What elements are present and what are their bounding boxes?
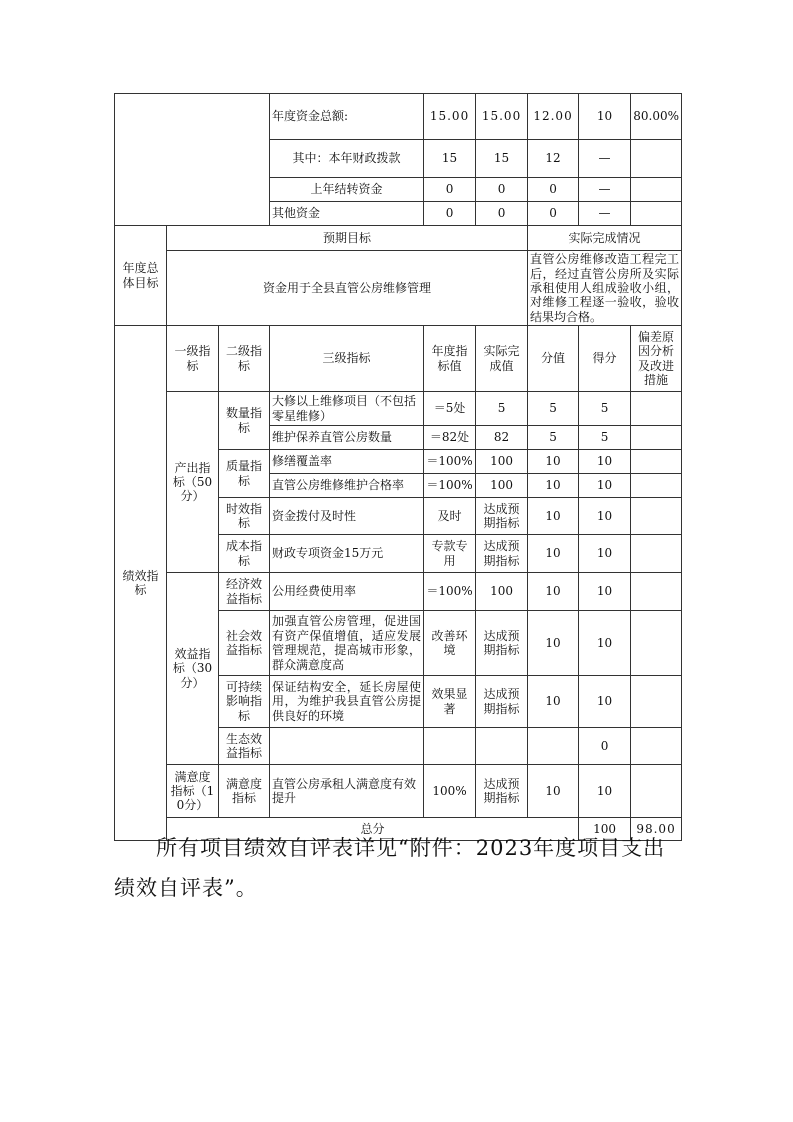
- footer-note: 所有项目绩效自评表详见“附件：2023年度项目支出绩效自评表”。: [114, 836, 666, 900]
- funds-carryover-value: 0: [528, 178, 579, 202]
- actual-value: 达成预期指标: [476, 676, 528, 728]
- funds-total-value: 15.00: [476, 94, 528, 140]
- deviation-reason: [631, 611, 682, 676]
- level3-text: 资金拨付及时性: [270, 498, 424, 535]
- header-annual-target: 年度指标值: [424, 326, 476, 392]
- deviation-reason: [631, 676, 682, 728]
- funds-total-value: 10: [579, 94, 631, 140]
- score-value: 10: [528, 676, 579, 728]
- funds-fiscal-value: 12: [528, 140, 579, 178]
- funds-other-value: 0: [528, 202, 579, 226]
- actual-value: 达成预期指标: [476, 765, 528, 818]
- target-value: ＝100%: [424, 474, 476, 498]
- actual-completion-header: 实际完成情况: [528, 226, 682, 251]
- obtained-value: 10: [579, 498, 631, 535]
- benefit-indicator-label: 效益指标（30分）: [167, 573, 219, 765]
- target-value: ＝100%: [424, 573, 476, 611]
- funds-other-value: 0: [424, 202, 476, 226]
- funds-carryover-value: 0: [424, 178, 476, 202]
- actual-value: 5: [476, 392, 528, 426]
- level2-label: 社会效益指标: [219, 611, 270, 676]
- performance-label: 绩效指标: [115, 326, 167, 841]
- header-obtained: 得分: [579, 326, 631, 392]
- performance-header-row: [115, 326, 682, 392]
- obtained-value: 5: [579, 392, 631, 426]
- satisfaction-indicator-label: 满意度指标（10分）: [167, 765, 219, 818]
- target-value: ＝5处: [424, 392, 476, 426]
- actual-value: 达成预期指标: [476, 498, 528, 535]
- deviation-reason: [631, 728, 682, 765]
- performance-evaluation-table: [114, 93, 682, 841]
- deviation-reason: [631, 765, 682, 818]
- funds-total-label: 年度资金总额:: [270, 94, 424, 140]
- score-value: 10: [528, 535, 579, 573]
- funds-other-value: 0: [476, 202, 528, 226]
- score-value: 10: [528, 573, 579, 611]
- funds-blank-cell: [115, 94, 270, 226]
- level2-label: 生态效益指标: [219, 728, 270, 765]
- level2-label: 成本指标: [219, 535, 270, 573]
- header-actual-value: 实际完成值: [476, 326, 528, 392]
- output-indicator-label: 产出指标（50分）: [167, 392, 219, 573]
- score-value: [528, 728, 579, 765]
- indicator-row: [115, 392, 682, 426]
- level3-text: 公用经费使用率: [270, 573, 424, 611]
- obtained-value: 10: [579, 535, 631, 573]
- actual-value: 达成预期指标: [476, 611, 528, 676]
- level2-label: 时效指标: [219, 498, 270, 535]
- score-value: 10: [528, 611, 579, 676]
- obtained-value: 10: [579, 474, 631, 498]
- overall-goal-label: 年度总体目标: [115, 226, 167, 326]
- deviation-reason: [631, 392, 682, 426]
- actual-completion-text: 直管公房维修改造工程完工后，经过直管公房所及实际承租使用人组成验收小组，对维修工程逐一验收，验收结果均合格。: [528, 251, 682, 326]
- level2-label: 经济效益指标: [219, 573, 270, 611]
- obtained-value: 0: [579, 728, 631, 765]
- overall-goal-header-row: [115, 226, 682, 251]
- score-value: 10: [528, 765, 579, 818]
- level3-text: 大修以上维修项目（不包括零星维修）: [270, 392, 424, 426]
- level3-text: [270, 728, 424, 765]
- score-value: 10: [528, 474, 579, 498]
- funds-carryover-value: 0: [476, 178, 528, 202]
- level2-label: 数量指标: [219, 392, 270, 450]
- deviation-reason: [631, 474, 682, 498]
- target-value: 专款专用: [424, 535, 476, 573]
- level3-text: 维护保养直管公房数量: [270, 426, 424, 450]
- actual-value: 达成预期指标: [476, 535, 528, 573]
- deviation-reason: [631, 573, 682, 611]
- level2-label: 质量指标: [219, 450, 270, 498]
- target-value: [424, 728, 476, 765]
- actual-value: 100: [476, 450, 528, 474]
- actual-value: 82: [476, 426, 528, 450]
- deviation-reason: [631, 498, 682, 535]
- target-value: 及时: [424, 498, 476, 535]
- obtained-value: 10: [579, 676, 631, 728]
- target-value: 效果显著: [424, 676, 476, 728]
- header-level2: 二级指标: [219, 326, 270, 392]
- obtained-value: 10: [579, 765, 631, 818]
- overall-goal-content-row: [115, 251, 682, 326]
- expected-goal-header: 预期目标: [167, 226, 528, 251]
- empty-cell: [631, 178, 682, 202]
- level3-text: 修缮覆盖率: [270, 450, 424, 474]
- level2-label: 满意度指标: [219, 765, 270, 818]
- target-value: 改善环境: [424, 611, 476, 676]
- actual-value: [476, 728, 528, 765]
- expected-goal-text: 资金用于全县直管公房维修管理: [167, 251, 528, 326]
- funds-total-value: 80.00%: [631, 94, 682, 140]
- deviation-reason: [631, 450, 682, 474]
- level3-text: 加强直管公房管理，促进国有资产保值增值，适应发展管理规范，提高城市形象，群众满意度高: [270, 611, 424, 676]
- funds-other-label: 其他资金: [270, 202, 424, 226]
- score-value: 10: [528, 498, 579, 535]
- empty-cell: [631, 202, 682, 226]
- indicator-row: [115, 573, 682, 611]
- obtained-value: 10: [579, 450, 631, 474]
- header-level3: 三级指标: [270, 326, 424, 392]
- score-value: 5: [528, 392, 579, 426]
- score-value: 10: [528, 450, 579, 474]
- target-value: 100%: [424, 765, 476, 818]
- indicator-row: [115, 765, 682, 818]
- total-obtained: 98.00: [631, 818, 682, 841]
- level3-text: 财政专项资金15万元: [270, 535, 424, 573]
- score-value: 5: [528, 426, 579, 450]
- target-value: ＝100%: [424, 450, 476, 474]
- funds-carryover-value: —: [579, 178, 631, 202]
- actual-value: 100: [476, 474, 528, 498]
- header-score: 分值: [528, 326, 579, 392]
- target-value: ＝82处: [424, 426, 476, 450]
- level3-text: 直管公房承租人满意度有效提升: [270, 765, 424, 818]
- level2-label: 可持续影响指标: [219, 676, 270, 728]
- funds-fiscal-value: 15: [424, 140, 476, 178]
- deviation-reason: [631, 426, 682, 450]
- level3-text: 直管公房维修维护合格率: [270, 474, 424, 498]
- funds-other-value: —: [579, 202, 631, 226]
- total-score: 100: [579, 818, 631, 841]
- actual-value: 100: [476, 573, 528, 611]
- funds-fiscal-value: 15: [476, 140, 528, 178]
- obtained-value: 5: [579, 426, 631, 450]
- funds-fiscal-label: 其中：本年财政拨款: [270, 140, 424, 178]
- funds-carryover-label: 上年结转资金: [270, 178, 424, 202]
- obtained-value: 10: [579, 611, 631, 676]
- funds-fiscal-value: —: [579, 140, 631, 178]
- funds-total-row: [115, 94, 682, 140]
- header-deviation-reason: 偏差原因分析及改进措施: [631, 326, 682, 392]
- total-label: 总分: [167, 818, 579, 841]
- header-level1: 一级指标: [167, 326, 219, 392]
- level3-text: 保证结构安全，延长房屋使用，为维护我县直管公房提供良好的环境: [270, 676, 424, 728]
- deviation-reason: [631, 535, 682, 573]
- empty-cell: [631, 140, 682, 178]
- obtained-value: 10: [579, 573, 631, 611]
- funds-total-value: 12.00: [528, 94, 579, 140]
- funds-total-value: 15.00: [424, 94, 476, 140]
